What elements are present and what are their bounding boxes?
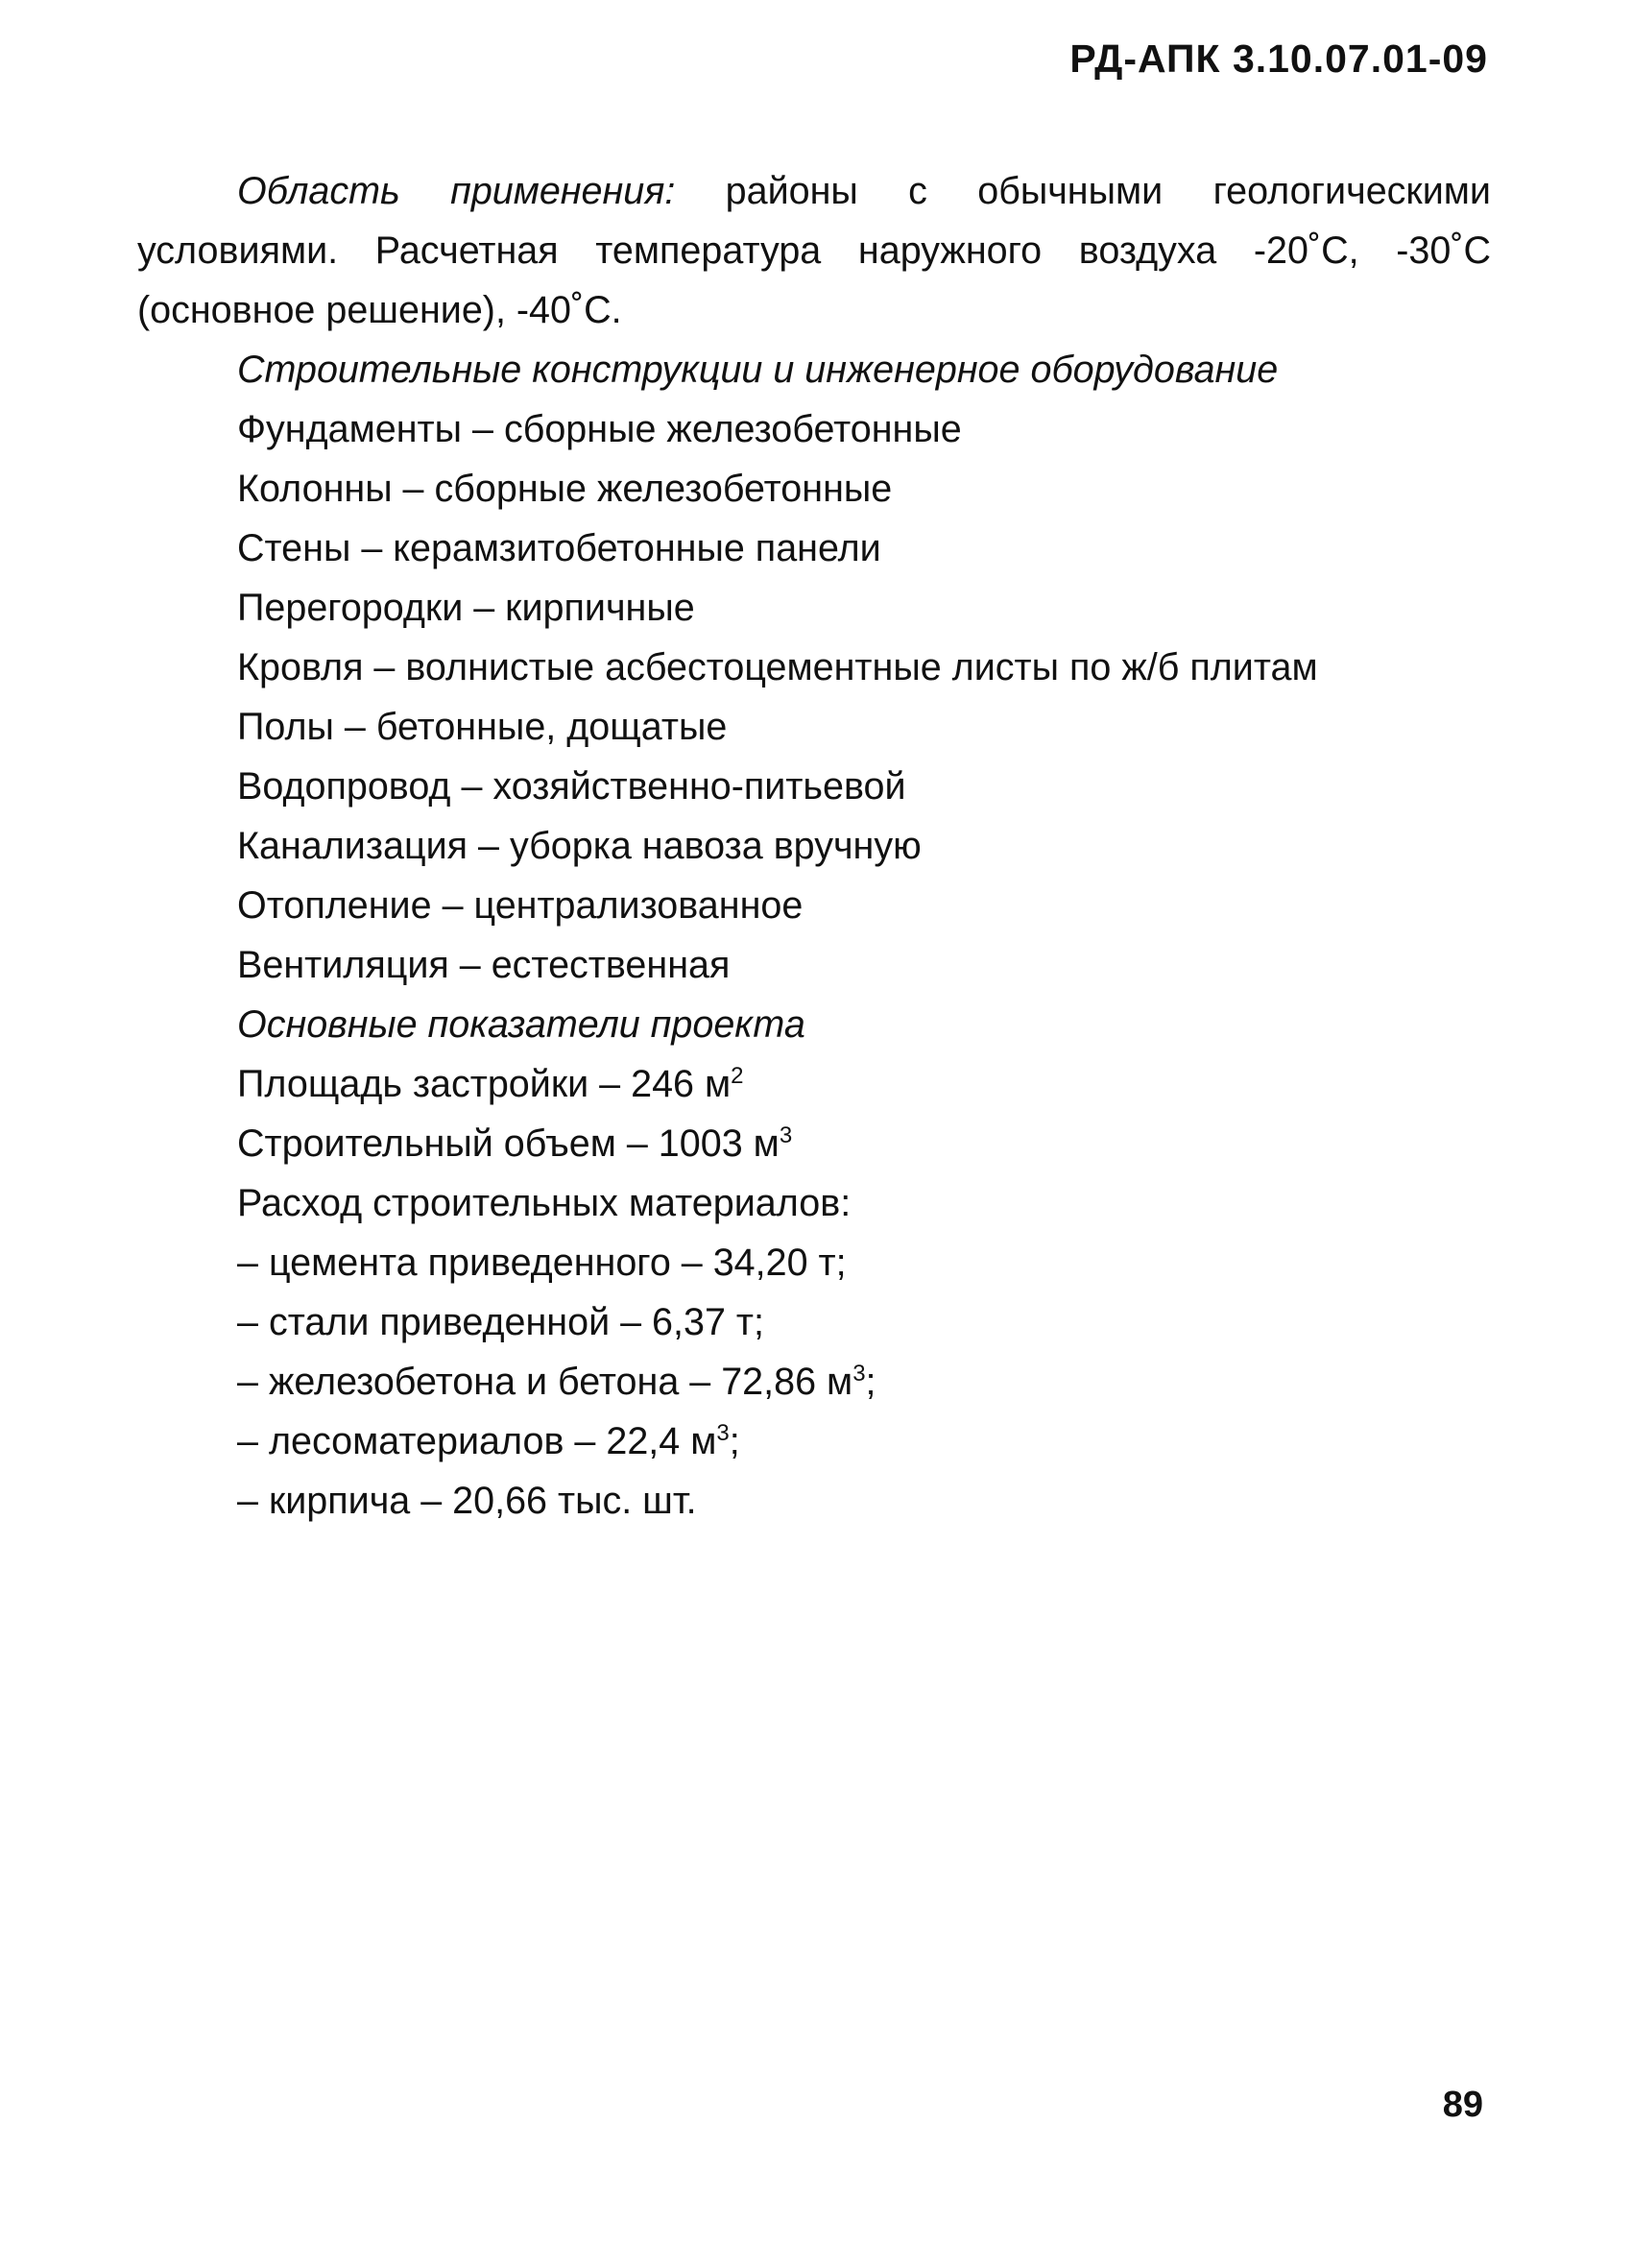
construction-item-water-supply: Водопровод – хозяйственно-питьевой xyxy=(237,765,906,808)
material-timber xyxy=(137,1411,1491,1471)
indicator-built-area-text: Площадь застройки – 246 м xyxy=(237,1063,732,1105)
indicator-built-area xyxy=(137,1054,1491,1114)
construction-item-walls: Стены – керамзитобетонные панели xyxy=(237,527,881,569)
constructions-heading: Строительные конструкции и инженерное оборудование xyxy=(237,349,1279,391)
indicator-built-area-exponent: 2 xyxy=(731,1063,744,1089)
material-concrete-tail: ; xyxy=(865,1361,876,1403)
construction-item-heating: Отопление – централизованное xyxy=(237,884,804,927)
page-number: 89 xyxy=(1442,2085,1483,2125)
material-concrete-text: – железобетона и бетона – 72,86 м xyxy=(237,1361,853,1403)
material-concrete-exponent: 3 xyxy=(852,1361,866,1387)
page-body xyxy=(137,161,1491,1531)
material-timber-exponent: 3 xyxy=(716,1420,730,1446)
indicators-heading: Основные показатели проекта xyxy=(237,1003,805,1046)
document-code: РД-АПК 3.10.07.01-09 xyxy=(1069,36,1488,81)
material-concrete xyxy=(137,1352,1491,1411)
construction-item-sewerage: Канализация – уборка навоза вручную xyxy=(237,825,922,867)
material-steel: – стали приведенной – 6,37 т; xyxy=(237,1301,764,1343)
scope-paragraph xyxy=(137,161,1491,340)
material-cement: – цемента приведенного – 34,20 т; xyxy=(237,1242,847,1284)
material-timber-tail: ; xyxy=(729,1420,740,1462)
scope-text: районы с обычными геологическими условиями. Расчетная температура наружного воздуха -20˚С, -30˚С (основное решение), -40˚С. xyxy=(137,170,1491,331)
construction-item-ventilation: Вентиляция – естественная xyxy=(237,944,731,986)
indicator-volume xyxy=(137,1114,1491,1173)
material-timber-text: – лесоматериалов – 22,4 м xyxy=(237,1420,717,1462)
construction-item-roof: Кровля – волнистые асбестоцементные листы по ж/б плитам xyxy=(237,646,1318,688)
material-brick: – кирпича – 20,66 тыс. шт. xyxy=(237,1480,697,1522)
materials-heading: Расход строительных материалов: xyxy=(237,1182,852,1224)
indicator-volume-exponent: 3 xyxy=(779,1122,793,1148)
scope-label: Область применения: xyxy=(237,170,676,212)
construction-item-foundations: Фундаменты – сборные железобетонные xyxy=(237,408,962,450)
indicator-volume-text: Строительный объем – 1003 м xyxy=(237,1122,780,1165)
construction-item-partitions: Перегородки – кирпичные xyxy=(237,587,695,629)
construction-item-columns: Колонны – сборные железобетонные xyxy=(237,468,893,510)
construction-item-floors: Полы – бетонные, дощатые xyxy=(237,706,728,748)
